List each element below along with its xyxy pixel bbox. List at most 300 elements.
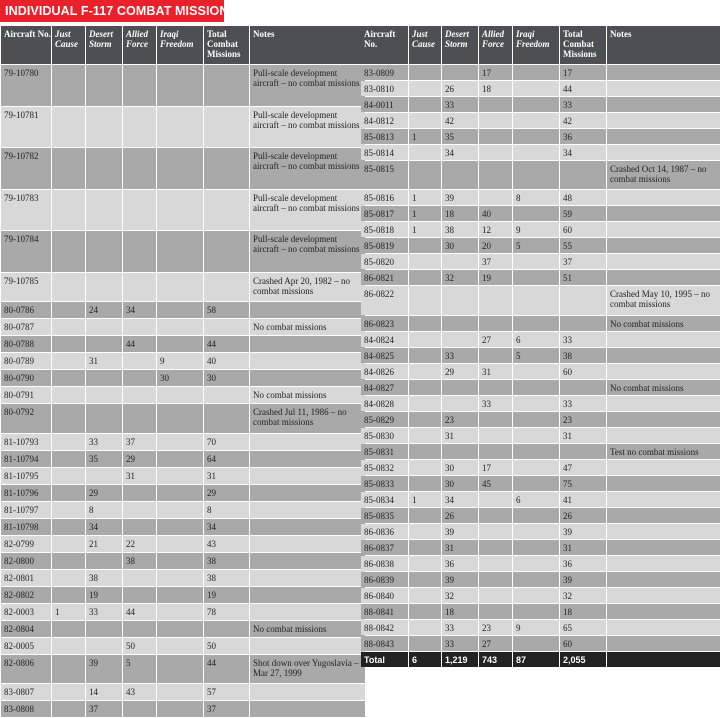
cell-allied-force	[123, 353, 156, 369]
cell-total: 42	[560, 113, 606, 128]
cell-notes	[250, 370, 365, 386]
cell-iraqi-freedom	[513, 604, 559, 619]
cell-aircraft: 80-0788	[1, 336, 51, 352]
cell-allied-force: 12	[479, 222, 512, 237]
cell-notes	[607, 145, 720, 160]
cell-desert-storm: 34	[86, 519, 122, 535]
cell-notes	[607, 81, 720, 96]
cell-iraqi-freedom: 6	[513, 332, 559, 347]
cell-notes: Crashed Oct 14, 1987 – no combat missions	[607, 161, 720, 189]
table-row	[361, 270, 720, 285]
cell-just-cause	[52, 370, 85, 386]
cell-iraqi-freedom	[157, 387, 203, 403]
cell-just-cause	[52, 587, 85, 603]
header-allied-force: Allied Force	[123, 26, 156, 64]
cell-allied-force	[479, 492, 512, 507]
total-notes	[607, 652, 720, 667]
cell-aircraft: 85-0831	[361, 444, 408, 459]
table-row	[361, 476, 720, 491]
header-iraqi-freedom: Iraqi Freedom	[513, 26, 559, 64]
cell-aircraft: 82-0804	[1, 621, 51, 637]
cell-iraqi-freedom	[157, 553, 203, 569]
cell-notes	[250, 604, 365, 620]
table-row	[361, 254, 720, 269]
cell-total: 47	[560, 460, 606, 475]
cell-aircraft: 88-0842	[361, 620, 408, 635]
table-body-left	[1, 65, 365, 717]
header-just-cause: Just Cause	[52, 26, 85, 64]
cell-total: 17	[560, 65, 606, 80]
table-row	[1, 451, 365, 467]
cell-just-cause	[52, 353, 85, 369]
cell-aircraft: 86-0822	[361, 286, 408, 314]
cell-iraqi-freedom	[157, 485, 203, 501]
table-row	[361, 380, 720, 395]
cell-desert-storm: 26	[442, 508, 478, 523]
cell-iraqi-freedom	[157, 570, 203, 586]
cell-notes	[607, 129, 720, 144]
total-label: Total	[361, 652, 408, 667]
cell-allied-force: 23	[479, 620, 512, 635]
cell-just-cause	[52, 336, 85, 352]
cell-desert-storm: 26	[442, 81, 478, 96]
total-just-cause: 6	[409, 652, 441, 667]
table-row	[1, 638, 365, 654]
cell-desert-storm: 24	[86, 302, 122, 318]
cell-desert-storm	[442, 332, 478, 347]
cell-notes	[250, 553, 365, 569]
cell-notes	[607, 572, 720, 587]
cell-allied-force	[479, 572, 512, 587]
cell-iraqi-freedom	[513, 364, 559, 379]
cell-aircraft: 82-0799	[1, 536, 51, 552]
cell-notes	[607, 460, 720, 475]
cell-iraqi-freedom	[513, 65, 559, 80]
table-row	[361, 129, 720, 144]
cell-allied-force	[479, 428, 512, 443]
cell-aircraft: 83-0807	[1, 684, 51, 700]
cell-just-cause	[409, 145, 441, 160]
cell-notes	[607, 113, 720, 128]
cell-notes	[607, 206, 720, 221]
table-row	[1, 434, 365, 450]
header-aircraft: Aircraft No.	[361, 26, 408, 64]
table-row	[1, 107, 365, 148]
table-row	[361, 161, 720, 189]
cell-total: 64	[204, 451, 249, 467]
table-row	[361, 508, 720, 523]
header-row	[1, 26, 365, 64]
page-title: INDIVIDUAL F-117 COMBAT MISSIONS	[0, 0, 224, 22]
cell-allied-force: 44	[123, 604, 156, 620]
cell-desert-storm: 33	[442, 620, 478, 635]
cell-iraqi-freedom	[157, 519, 203, 535]
cell-desert-storm	[86, 65, 122, 106]
cell-iraqi-freedom: 9	[513, 620, 559, 635]
cell-notes: Pull-scale development aircraft – no combat missions	[250, 148, 365, 189]
cell-allied-force	[479, 524, 512, 539]
table-row	[1, 587, 365, 603]
cell-desert-storm: 39	[442, 190, 478, 205]
cell-aircraft: 82-0003	[1, 604, 51, 620]
cell-allied-force	[479, 604, 512, 619]
cell-just-cause	[52, 302, 85, 318]
cell-just-cause	[409, 588, 441, 603]
cell-aircraft: 85-0813	[361, 129, 408, 144]
cell-just-cause	[409, 508, 441, 523]
cell-total: 40	[204, 353, 249, 369]
cell-total: 36	[560, 129, 606, 144]
cell-allied-force: 27	[479, 636, 512, 651]
table-row	[1, 519, 365, 535]
cell-notes: Test no combat missions	[607, 444, 720, 459]
cell-total: 33	[560, 396, 606, 411]
cell-desert-storm	[86, 370, 122, 386]
cell-aircraft: 81-10796	[1, 485, 51, 501]
cell-iraqi-freedom: 8	[513, 190, 559, 205]
cell-iraqi-freedom	[513, 81, 559, 96]
cell-aircraft: 82-0005	[1, 638, 51, 654]
cell-aircraft: 85-0815	[361, 161, 408, 189]
cell-total: 18	[560, 604, 606, 619]
cell-aircraft: 85-0814	[361, 145, 408, 160]
cell-allied-force	[479, 113, 512, 128]
table-row	[361, 556, 720, 571]
cell-total: 70	[204, 434, 249, 450]
cell-total: 23	[560, 412, 606, 427]
cell-just-cause	[409, 444, 441, 459]
table-row	[1, 387, 365, 403]
cell-aircraft: 80-0790	[1, 370, 51, 386]
cell-aircraft: 86-0837	[361, 540, 408, 555]
cell-just-cause: 1	[409, 190, 441, 205]
cell-notes	[607, 190, 720, 205]
cell-iraqi-freedom	[157, 107, 203, 148]
header-notes: Notes	[607, 26, 720, 64]
cell-desert-storm	[86, 319, 122, 335]
table-row	[361, 460, 720, 475]
cell-total: 29	[204, 485, 249, 501]
cell-desert-storm	[86, 273, 122, 301]
cell-allied-force	[479, 556, 512, 571]
cell-notes	[607, 476, 720, 491]
cell-notes: No combat missions	[250, 387, 365, 403]
cell-just-cause	[409, 524, 441, 539]
header-allied-force: Allied Force	[479, 26, 512, 64]
cell-iraqi-freedom	[157, 468, 203, 484]
cell-aircraft: 86-0836	[361, 524, 408, 539]
missions-table-right	[360, 25, 720, 668]
cell-just-cause	[52, 468, 85, 484]
cell-iraqi-freedom	[157, 502, 203, 518]
cell-total: 60	[560, 222, 606, 237]
cell-desert-storm	[442, 380, 478, 395]
cell-desert-storm: 34	[442, 492, 478, 507]
cell-allied-force: 40	[479, 206, 512, 221]
cell-aircraft: 84-0827	[361, 380, 408, 395]
table-row	[361, 364, 720, 379]
cell-iraqi-freedom	[157, 336, 203, 352]
cell-just-cause: 1	[409, 206, 441, 221]
cell-notes: No combat missions	[607, 316, 720, 331]
cell-aircraft: 86-0839	[361, 572, 408, 587]
cell-allied-force: 31	[479, 364, 512, 379]
cell-desert-storm: 33	[86, 604, 122, 620]
table-row	[1, 65, 365, 106]
table-row	[361, 316, 720, 331]
cell-iraqi-freedom	[513, 286, 559, 314]
cell-notes: Shot down over Yugoslavia – Mar 27, 1999	[250, 655, 365, 683]
cell-notes	[250, 451, 365, 467]
cell-notes	[250, 302, 365, 318]
cell-just-cause	[52, 107, 85, 148]
cell-total: 58	[204, 302, 249, 318]
cell-notes	[607, 604, 720, 619]
cell-allied-force	[479, 161, 512, 189]
cell-aircraft: 83-0808	[1, 701, 51, 717]
table-row	[361, 97, 720, 112]
table-row	[361, 588, 720, 603]
cell-desert-storm: 18	[442, 604, 478, 619]
total-desert-storm: 1,219	[442, 652, 478, 667]
cell-notes: Pull-scale development aircraft – no combat missions	[250, 107, 365, 148]
cell-aircraft: 82-0802	[1, 587, 51, 603]
cell-desert-storm	[86, 387, 122, 403]
cell-just-cause	[409, 238, 441, 253]
cell-aircraft: 84-0828	[361, 396, 408, 411]
cell-desert-storm	[442, 444, 478, 459]
cell-iraqi-freedom	[513, 129, 559, 144]
cell-just-cause	[409, 97, 441, 112]
cell-iraqi-freedom	[157, 148, 203, 189]
cell-desert-storm: 37	[86, 701, 122, 717]
cell-notes: Crashed Apr 20, 1982 – no combat missions	[250, 273, 365, 301]
cell-total: 59	[560, 206, 606, 221]
cell-notes	[607, 492, 720, 507]
cell-notes	[250, 684, 365, 700]
cell-allied-force: 33	[479, 396, 512, 411]
cell-just-cause	[52, 655, 85, 683]
cell-aircraft: 82-0806	[1, 655, 51, 683]
cell-just-cause	[409, 364, 441, 379]
cell-just-cause	[409, 113, 441, 128]
cell-notes	[250, 502, 365, 518]
table-row	[1, 536, 365, 552]
cell-aircraft: 84-0812	[361, 113, 408, 128]
cell-desert-storm: 32	[442, 270, 478, 285]
cell-aircraft: 82-0801	[1, 570, 51, 586]
cell-desert-storm	[442, 161, 478, 189]
cell-notes	[250, 638, 365, 654]
cell-notes: No combat missions	[250, 319, 365, 335]
cell-aircraft: 83-0810	[361, 81, 408, 96]
cell-iraqi-freedom: 5	[513, 238, 559, 253]
cell-just-cause	[409, 81, 441, 96]
cell-desert-storm	[442, 316, 478, 331]
cell-allied-force	[123, 485, 156, 501]
cell-aircraft: 79-10783	[1, 190, 51, 231]
cell-allied-force	[123, 273, 156, 301]
cell-iraqi-freedom	[513, 316, 559, 331]
table-row	[361, 396, 720, 411]
cell-notes	[250, 434, 365, 450]
cell-iraqi-freedom	[513, 508, 559, 523]
header-just-cause: Just Cause	[409, 26, 441, 64]
cell-aircraft: 81-10797	[1, 502, 51, 518]
cell-aircraft: 85-0832	[361, 460, 408, 475]
cell-allied-force	[479, 508, 512, 523]
cell-aircraft: 86-0840	[361, 588, 408, 603]
cell-iraqi-freedom: 9	[513, 222, 559, 237]
cell-just-cause	[409, 161, 441, 189]
cell-aircraft: 86-0823	[361, 316, 408, 331]
cell-allied-force	[123, 148, 156, 189]
table-row	[361, 81, 720, 96]
cell-iraqi-freedom	[157, 302, 203, 318]
cell-aircraft: 85-0833	[361, 476, 408, 491]
missions-table-left	[0, 25, 366, 718]
cell-desert-storm: 39	[442, 524, 478, 539]
table-row	[1, 570, 365, 586]
cell-allied-force	[479, 588, 512, 603]
cell-aircraft: 80-0786	[1, 302, 51, 318]
cell-just-cause: 1	[52, 604, 85, 620]
table-row	[361, 286, 720, 314]
cell-aircraft: 88-0843	[361, 636, 408, 651]
table-row	[1, 148, 365, 189]
cell-allied-force	[123, 319, 156, 335]
cell-allied-force: 29	[123, 451, 156, 467]
cell-iraqi-freedom	[513, 113, 559, 128]
cell-allied-force	[123, 701, 156, 717]
cell-just-cause	[52, 485, 85, 501]
cell-notes	[607, 254, 720, 269]
total-combat-missions: 2,055	[560, 652, 606, 667]
cell-total: 75	[560, 476, 606, 491]
cell-aircraft: 79-10784	[1, 231, 51, 272]
table-row	[1, 502, 365, 518]
table-row	[361, 190, 720, 205]
cell-iraqi-freedom	[513, 412, 559, 427]
cell-total	[204, 404, 249, 432]
cell-notes	[607, 238, 720, 253]
cell-just-cause	[52, 553, 85, 569]
table-row	[361, 444, 720, 459]
cell-total: 48	[560, 190, 606, 205]
cell-just-cause	[409, 572, 441, 587]
cell-allied-force	[123, 519, 156, 535]
cell-notes	[250, 485, 365, 501]
table-row	[1, 655, 365, 683]
cell-desert-storm	[442, 65, 478, 80]
cell-notes	[250, 353, 365, 369]
cell-allied-force	[479, 380, 512, 395]
cell-total: 34	[204, 519, 249, 535]
cell-total	[204, 387, 249, 403]
cell-total: 33	[560, 97, 606, 112]
cell-allied-force: 22	[123, 536, 156, 552]
cell-desert-storm: 35	[86, 451, 122, 467]
cell-iraqi-freedom	[513, 444, 559, 459]
header-desert-storm: Desert Storm	[86, 26, 122, 64]
table-row	[1, 231, 365, 272]
cell-aircraft: 81-10793	[1, 434, 51, 450]
header-row	[361, 26, 720, 64]
table-row	[361, 540, 720, 555]
totals-row	[361, 652, 720, 667]
cell-allied-force: 17	[479, 460, 512, 475]
cell-notes	[607, 396, 720, 411]
cell-just-cause	[52, 273, 85, 301]
table-row	[361, 636, 720, 651]
cell-total: 8	[204, 502, 249, 518]
cell-aircraft: 79-10782	[1, 148, 51, 189]
table-row	[361, 348, 720, 363]
cell-notes	[250, 587, 365, 603]
cell-notes	[250, 519, 365, 535]
cell-total: 43	[204, 536, 249, 552]
cell-just-cause	[52, 638, 85, 654]
cell-just-cause	[52, 65, 85, 106]
cell-desert-storm: 35	[442, 129, 478, 144]
cell-just-cause	[52, 684, 85, 700]
cell-allied-force	[123, 502, 156, 518]
cell-just-cause	[409, 332, 441, 347]
cell-desert-storm: 33	[442, 348, 478, 363]
cell-notes: Crashed Jul 11, 1986 – no combat missions	[250, 404, 365, 432]
cell-notes	[607, 540, 720, 555]
cell-iraqi-freedom	[513, 428, 559, 443]
cell-iraqi-freedom	[157, 319, 203, 335]
cell-total: 32	[560, 588, 606, 603]
cell-iraqi-freedom	[513, 380, 559, 395]
cell-total: 39	[560, 524, 606, 539]
cell-desert-storm	[86, 148, 122, 189]
cell-aircraft: 80-0791	[1, 387, 51, 403]
cell-aircraft: 88-0841	[361, 604, 408, 619]
table-row	[361, 524, 720, 539]
cell-notes	[607, 222, 720, 237]
cell-just-cause: 1	[409, 222, 441, 237]
cell-iraqi-freedom	[513, 556, 559, 571]
cell-allied-force: 31	[123, 468, 156, 484]
cell-just-cause	[409, 254, 441, 269]
cell-just-cause	[52, 502, 85, 518]
cell-allied-force	[479, 540, 512, 555]
header-notes: Notes	[250, 26, 365, 64]
cell-notes	[607, 65, 720, 80]
cell-aircraft: 79-10785	[1, 273, 51, 301]
table-row	[1, 302, 365, 318]
cell-just-cause	[409, 286, 441, 314]
cell-just-cause	[409, 380, 441, 395]
cell-total: 41	[560, 492, 606, 507]
table-row	[1, 190, 365, 231]
cell-desert-storm	[86, 621, 122, 637]
cell-notes	[607, 428, 720, 443]
cell-total: 65	[560, 620, 606, 635]
table-row	[1, 273, 365, 301]
table-row	[361, 332, 720, 347]
cell-just-cause	[409, 316, 441, 331]
cell-allied-force: 37	[479, 254, 512, 269]
cell-aircraft: 85-0817	[361, 206, 408, 221]
cell-just-cause	[52, 519, 85, 535]
cell-desert-storm	[86, 107, 122, 148]
cell-total	[204, 621, 249, 637]
cell-iraqi-freedom	[157, 655, 203, 683]
cell-just-cause	[52, 387, 85, 403]
